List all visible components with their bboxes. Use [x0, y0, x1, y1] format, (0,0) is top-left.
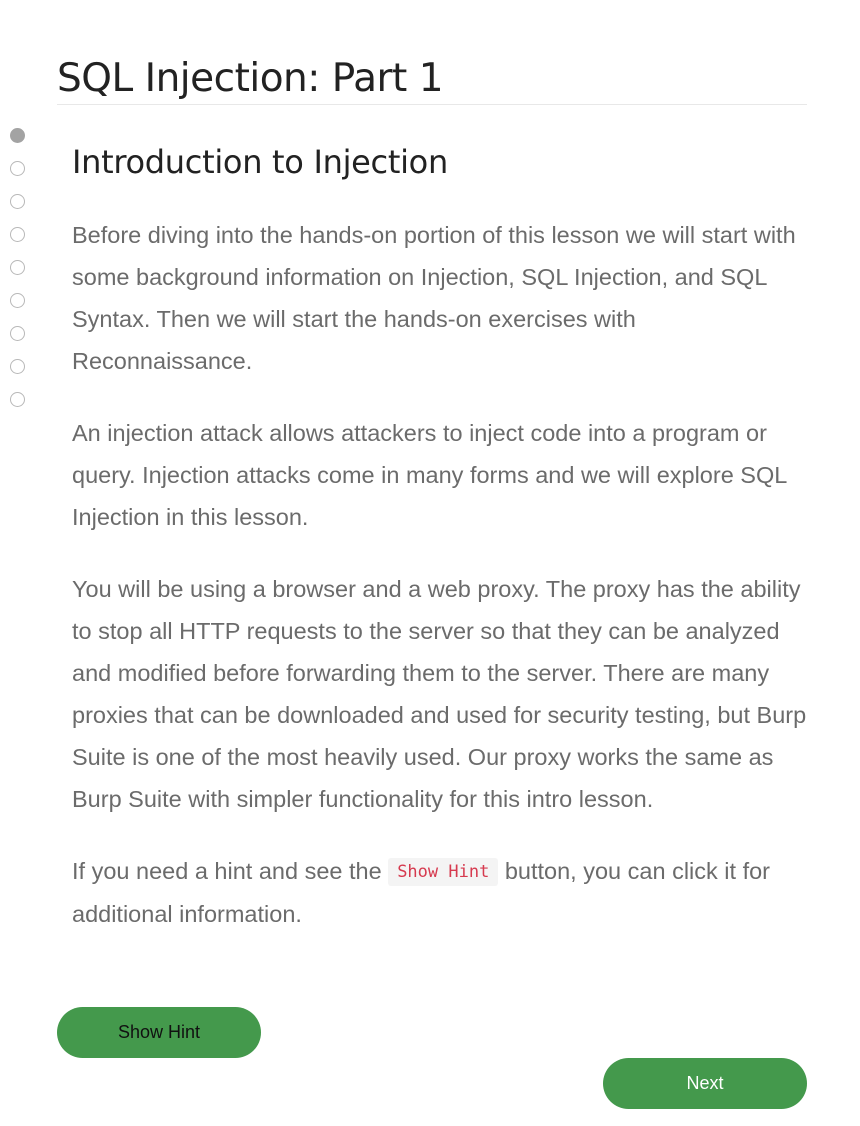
- page-title: SQL Injection: Part 1: [57, 56, 807, 105]
- inline-code-show-hint: Show Hint: [388, 858, 498, 886]
- step-navigation: [10, 128, 26, 425]
- step-dot-7[interactable]: [10, 326, 25, 341]
- hint-paragraph: [72, 850, 812, 935]
- section-heading: Introduction to Injection: [72, 143, 448, 181]
- step-dot-5[interactable]: [10, 260, 25, 275]
- show-hint-button[interactable]: Show Hint: [57, 1007, 261, 1058]
- injection-paragraph: An injection attack allows attackers to inject code into a program or query. Injection attacks come in many forms and we will explore SQL Injection in this lesson.: [72, 420, 787, 530]
- proxy-paragraph: You will be using a browser and a web proxy. The proxy has the ability to stop all HTTP requests to the server so that they can be analyzed and modified before forwarding them to the server. There are many proxies that can be downloaded and used for security testing, but Burp Suite is one of the most heavily used. Our proxy works the same as Burp Suite with simpler functionality for this intro lesson.: [72, 576, 807, 812]
- step-dot-9[interactable]: [10, 392, 25, 407]
- hint-text-after: button, you can click it for additional information.: [72, 858, 770, 927]
- step-dot-4[interactable]: [10, 227, 25, 242]
- step-dot-2[interactable]: [10, 161, 25, 176]
- hint-text-before: If you need a hint and see the: [72, 858, 389, 884]
- step-dot-8[interactable]: [10, 359, 25, 374]
- step-dot-3[interactable]: [10, 194, 25, 209]
- step-dot-6[interactable]: [10, 293, 25, 308]
- next-button[interactable]: Next: [603, 1058, 807, 1109]
- intro-paragraph: Before diving into the hands-on portion of this lesson we will start with some background information on Injection, SQL Injection, and SQL Syntax. Then we will start the hands-on exercises with Reconnaissance.: [72, 222, 796, 374]
- step-dot-1[interactable]: [10, 128, 25, 143]
- lesson-content: [72, 140, 812, 965]
